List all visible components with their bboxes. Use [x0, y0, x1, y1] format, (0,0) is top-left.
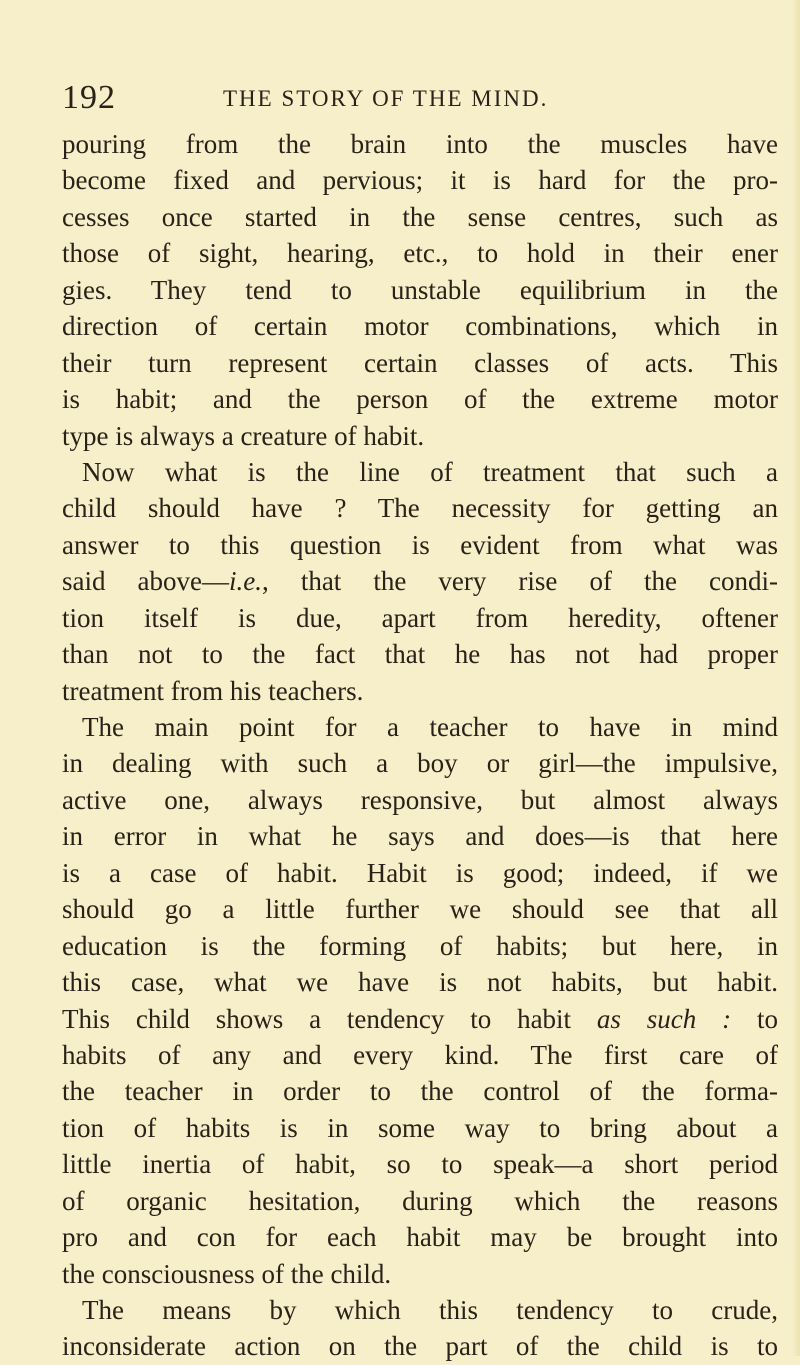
- text-line: those of sight, hearing, etc., to hold in their ener: [62, 238, 778, 269]
- text-line: child should have ? The necessity for getting an: [62, 493, 778, 524]
- text-line: their turn represent certain classes of acts. This: [62, 347, 778, 378]
- text-line: tion of habits is in some way to bring about a: [62, 1112, 778, 1143]
- text-line: answer to this question is evident from what was: [62, 529, 778, 560]
- text-line: should go a little further we should see that all: [62, 894, 778, 925]
- text-line: become fixed and pervious; it is hard for the pro-: [62, 165, 778, 196]
- italic-phrase: as such :: [596, 1003, 732, 1034]
- running-title: THE STORY OF THE MIND.: [223, 86, 549, 111]
- text-line: little inertia of habit, so to speak—a short period: [62, 1149, 778, 1180]
- text-segment: said above—: [62, 566, 230, 597]
- text-line-with-italic: [62, 563, 778, 599]
- text-line: inconsiderate action on the part of the child is to: [62, 1331, 778, 1362]
- text-segment: , that the very rise of the condi-: [262, 566, 778, 597]
- text-line: in dealing with such a boy or girl—the impulsive,: [62, 748, 778, 779]
- text-line: pro and con for each habit may be brought into: [62, 1222, 778, 1253]
- text-line: is habit; and the person of the extreme motor: [62, 384, 778, 415]
- text-segment: This child shows a tendency to habit: [62, 1003, 597, 1034]
- text-line: than not to the fact that he has not had proper: [62, 639, 778, 670]
- text-line: education is the forming of habits; but here, in: [62, 930, 778, 961]
- text-line: direction of certain motor combinations, which in: [62, 311, 778, 342]
- text-line: the teacher in order to the control of the forma-: [62, 1076, 778, 1107]
- text-line: gies. They tend to unstable equilibrium in the: [62, 274, 778, 305]
- text-line: habits of any and every kind. The first care of: [62, 1039, 778, 1070]
- text-segment: to: [731, 1003, 778, 1034]
- text-line-with-italic: [62, 1001, 778, 1037]
- text-line: in error in what he says and does—is that here: [62, 821, 778, 852]
- text-line: this case, what we have is not habits, but habit.: [62, 967, 778, 998]
- paragraph-last-line: type is always a creature of habit.: [62, 420, 425, 451]
- text-line: pouring from the brain into the muscles have: [62, 129, 778, 159]
- paragraph-last-line: the consciousness of the child.: [62, 1258, 392, 1289]
- running-head: [62, 78, 762, 118]
- body-text: [62, 126, 778, 1365]
- text-line: cesses once started in the sense centres, such as: [62, 201, 778, 232]
- paragraph-first-line: Now what is the line of treatment that such a: [82, 456, 778, 487]
- text-line: active one, always responsive, but almost always: [62, 784, 778, 815]
- text-line: tion itself is due, apart from heredity, oftener: [62, 602, 778, 633]
- italic-phrase: i.e.: [229, 566, 263, 597]
- text-line: is a case of habit. Habit is good; indeed, if we: [62, 857, 778, 888]
- paragraph-first-line: The means by which this tendency to crude,: [82, 1295, 778, 1325]
- page-edge: [792, 0, 800, 1356]
- paragraph-first-line: The main point for a teacher to have in mind: [82, 712, 778, 742]
- paragraph-last-line: treatment from his teachers.: [62, 675, 364, 706]
- page-number: 192: [62, 79, 116, 116]
- text-line: of organic hesitation, during which the reasons: [62, 1185, 778, 1216]
